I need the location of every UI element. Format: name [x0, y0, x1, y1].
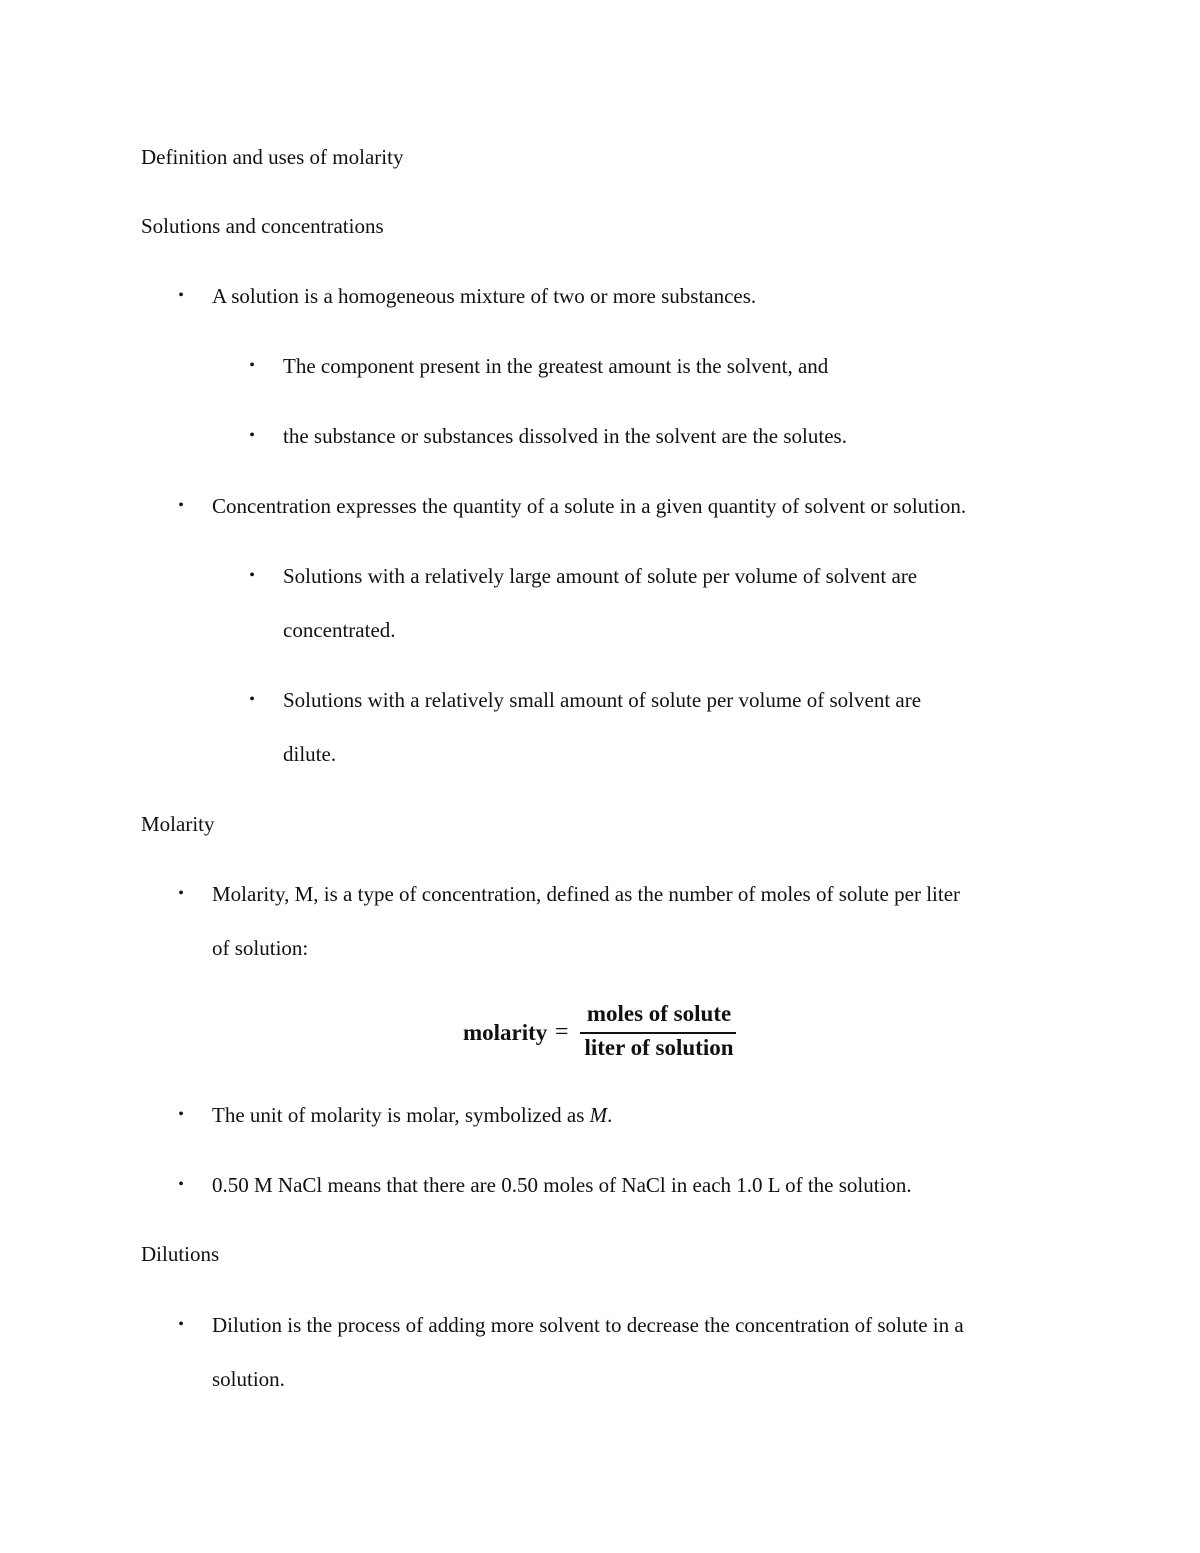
list-item-dilution-definition-line2: solution.: [212, 1367, 285, 1391]
section-heading-solutions: Solutions and concentrations: [141, 214, 384, 238]
bullet-marker: •: [178, 885, 184, 902]
bullet-marker: •: [178, 1176, 184, 1193]
formula-equals: =: [555, 1019, 569, 1045]
unit-text-end: .: [607, 1103, 613, 1127]
bullet-marker: •: [178, 1316, 184, 1333]
list-item-dilute-line2: dilute.: [283, 742, 337, 766]
section-heading-molarity: Molarity: [141, 812, 215, 836]
document-title: Definition and uses of molarity: [141, 145, 404, 169]
bullet-marker: •: [178, 287, 184, 304]
bullet-marker: •: [249, 691, 255, 708]
list-item-molarity-definition-line1: Molarity, M, is a type of concentration, defined as the number of moles of solute per liter: [212, 882, 961, 906]
unit-text: The unit of molarity is molar, symbolized as: [212, 1103, 590, 1127]
list-item-solvent: The component present in the greatest amount is the solvent, and: [283, 354, 829, 378]
list-item-dilute-line1: Solutions with a relatively small amount of solute per volume of solvent are: [283, 688, 922, 712]
bullet-marker: •: [178, 497, 184, 514]
bullet-marker: •: [178, 1106, 184, 1123]
bullet-marker: •: [249, 567, 255, 584]
list-item-concentration: Concentration expresses the quantity of a solute in a given quantity of solvent or solution.: [212, 494, 967, 518]
bullet-marker: •: [249, 357, 255, 374]
list-item-concentrated-line2: concentrated.: [283, 618, 396, 642]
formula-denominator: liter of solution: [584, 1035, 734, 1060]
list-item-concentrated-line1: Solutions with a relatively large amount of solute per volume of solvent are: [283, 564, 918, 588]
formula-numerator: moles of solute: [586, 1001, 732, 1026]
bullet-marker: •: [249, 427, 255, 444]
molarity-formula: [463, 1000, 743, 1066]
list-item-molarity-definition-line2: of solution:: [212, 936, 309, 960]
section-heading-dilutions: Dilutions: [141, 1242, 220, 1266]
formula-lhs: molarity: [463, 1020, 548, 1045]
list-item-dilution-definition-line1: Dilution is the process of adding more solvent to decrease the concentration of solute in a: [212, 1313, 964, 1337]
molar-symbol: M: [589, 1103, 608, 1127]
list-item-nacl-example: 0.50 M NaCl means that there are 0.50 moles of NaCl in each 1.0 L of the solution.: [212, 1173, 912, 1197]
list-item-unit-of-molarity: [212, 1103, 612, 1127]
list-item-solution-definition: A solution is a homogeneous mixture of two or more substances.: [212, 284, 757, 308]
list-item-solutes: the substance or substances dissolved in the solvent are the solutes.: [283, 424, 847, 448]
